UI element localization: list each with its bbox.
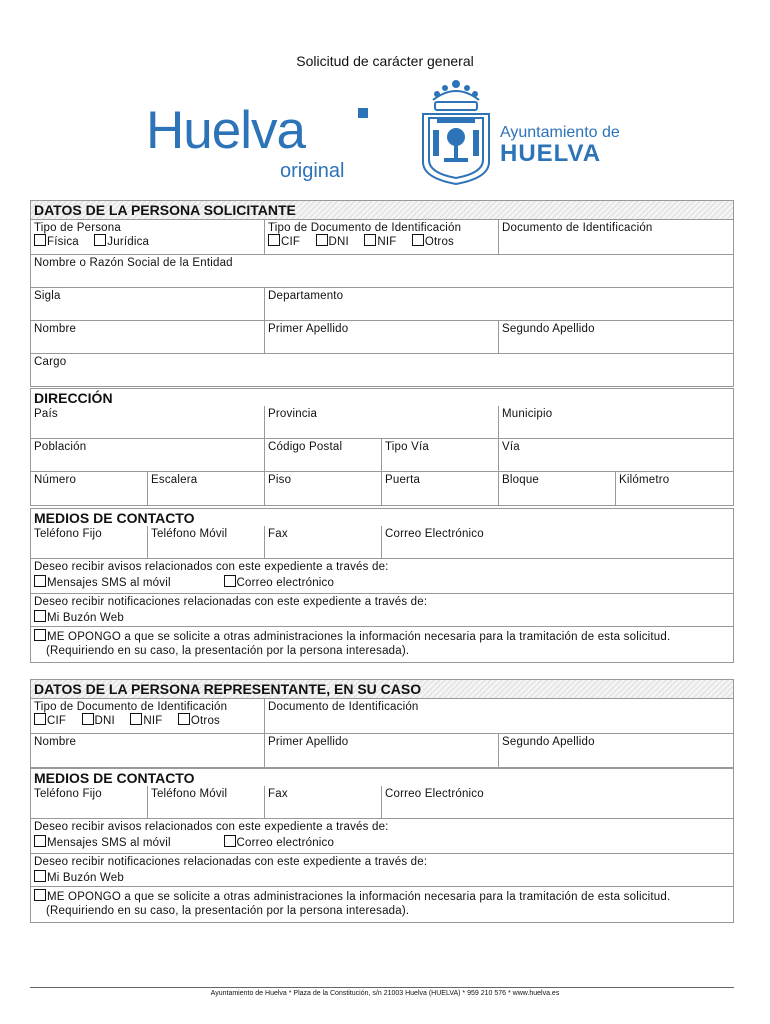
cif-label: CIF <box>47 715 67 727</box>
sigla-field[interactable] <box>31 288 265 320</box>
buzon-label: Mi Buzón Web <box>47 612 124 624</box>
correo-field[interactable] <box>382 786 733 818</box>
departamento-label: Departamento <box>268 290 344 302</box>
tipo-doc-label: Tipo de Documento de Identificación <box>34 701 228 713</box>
tel-movil-field[interactable] <box>148 786 265 818</box>
bloque-label: Bloque <box>502 474 540 486</box>
opongo-checkbox[interactable] <box>34 629 46 641</box>
departamento-field[interactable] <box>265 288 733 320</box>
tel-fijo-label: Teléfono Fijo <box>34 528 102 540</box>
poblacion-field[interactable] <box>31 439 265 471</box>
numero-label: Número <box>34 474 77 486</box>
section-solicitante <box>30 200 734 387</box>
segundo-apellido-label: Segundo Apellido <box>502 736 595 748</box>
segundo-apellido-label: Segundo Apellido <box>502 323 595 335</box>
puerta-label: Puerta <box>385 474 421 486</box>
tel-movil-label: Teléfono Móvil <box>151 528 228 540</box>
municipio-field[interactable] <box>499 406 733 438</box>
fisica-checkbox[interactable] <box>34 234 46 246</box>
otros-checkbox[interactable] <box>178 713 190 725</box>
nombre-field[interactable] <box>31 321 265 353</box>
opongo-text: ME OPONGO a que se solicite a otras administraciones la información necesaria para la tramitación de esta solicitud. <box>47 891 671 903</box>
buzon-checkbox[interactable] <box>34 610 46 622</box>
section-heading: DATOS DE LA PERSONA REPRESENTANTE, EN SU CASO <box>31 680 733 699</box>
section-representante <box>30 679 734 768</box>
piso-field[interactable] <box>265 472 382 505</box>
fax-field[interactable] <box>265 526 382 558</box>
tipo-doc-label: Tipo de Documento de Identificación <box>268 222 462 234</box>
nif-label: NIF <box>377 236 397 248</box>
via-field[interactable] <box>499 439 733 471</box>
provincia-label: Provincia <box>268 408 318 420</box>
fax-label: Fax <box>268 788 288 800</box>
cp-label: Código Postal <box>268 441 343 453</box>
numero-field[interactable] <box>31 472 148 505</box>
contacto-heading: MEDIOS DE CONTACTO <box>34 770 195 786</box>
page-title: Solicitud de carácter general <box>296 53 474 69</box>
sms-checkbox[interactable] <box>34 575 46 587</box>
email-label: Correo electrónico <box>236 577 335 589</box>
cif-label: CIF <box>281 236 301 248</box>
opongo-checkbox[interactable] <box>34 889 46 901</box>
juridica-label: Jurídica <box>107 236 150 248</box>
via-label: Vía <box>502 441 520 453</box>
pais-field[interactable] <box>31 406 265 438</box>
ayto-line1: Ayuntamiento de <box>500 124 620 141</box>
cargo-field[interactable] <box>31 354 733 386</box>
footer-divider <box>30 987 734 988</box>
logo-sub-text: original <box>280 160 345 182</box>
doc-id-label: Documento de Identificación <box>502 222 653 234</box>
fax-label: Fax <box>268 528 288 540</box>
email-checkbox[interactable] <box>224 575 236 587</box>
avisos-text: Deseo recibir avisos relacionados con este expediente a través de: <box>34 821 389 833</box>
correo-label: Correo Electrónico <box>385 788 484 800</box>
correo-label: Correo Electrónico <box>385 528 484 540</box>
email-checkbox[interactable] <box>224 835 236 847</box>
doc-id-field[interactable] <box>265 699 733 733</box>
sigla-label: Sigla <box>34 290 61 302</box>
piso-label: Piso <box>268 474 292 486</box>
section-heading: DATOS DE LA PERSONA SOLICITANTE <box>31 201 733 220</box>
fax-field[interactable] <box>265 786 382 818</box>
tel-movil-label: Teléfono Móvil <box>151 788 228 800</box>
primer-apellido-field[interactable] <box>265 734 499 767</box>
buzon-checkbox[interactable] <box>34 870 46 882</box>
km-label: Kilómetro <box>619 474 670 486</box>
ayto-line2: HUELVA <box>500 140 602 167</box>
buzon-label: Mi Buzón Web <box>47 872 124 884</box>
municipio-label: Municipio <box>502 408 553 420</box>
coat-of-arms-icon <box>417 74 495 186</box>
footer-text: Ayuntamiento de Huelva * Plaza de la Constitución, s/n 21003 Huelva (HUELVA) * 959 210 576 * www.huelva.es <box>210 990 560 997</box>
notif-text: Deseo recibir notificaciones relacionadas con este expediente a través de: <box>34 596 428 608</box>
dni-checkbox[interactable] <box>316 234 328 246</box>
tipo-doc-cell <box>31 699 265 733</box>
escalera-field[interactable] <box>148 472 265 505</box>
primer-apellido-label: Primer Apellido <box>268 323 349 335</box>
tel-movil-field[interactable] <box>148 526 265 558</box>
opongo-note: (Requiriendo en su caso, la presentación por la persona interesada). <box>46 905 410 917</box>
tipo-persona-label: Tipo de Persona <box>34 222 121 234</box>
nif-checkbox[interactable] <box>364 234 376 246</box>
poblacion-label: Población <box>34 441 87 453</box>
section-direccion <box>30 388 734 506</box>
doc-id-label: Documento de Identificación <box>268 701 419 713</box>
direccion-heading: DIRECCIÓN <box>34 390 113 406</box>
cargo-label: Cargo <box>34 356 67 368</box>
notif-text: Deseo recibir notificaciones relacionadas con este expediente a través de: <box>34 856 428 868</box>
razon-social-label: Nombre o Razón Social de la Entidad <box>34 257 233 269</box>
logo-square-icon <box>358 108 368 118</box>
cif-checkbox[interactable] <box>34 713 46 725</box>
nombre-field[interactable] <box>31 734 265 767</box>
nif-checkbox[interactable] <box>130 713 142 725</box>
cp-field[interactable] <box>265 439 382 471</box>
puerta-field[interactable] <box>382 472 499 505</box>
otros-checkbox[interactable] <box>412 234 424 246</box>
section-contacto-1 <box>30 508 734 663</box>
section-contacto-2 <box>30 768 734 923</box>
segundo-apellido-field[interactable] <box>499 321 733 353</box>
pais-label: País <box>34 408 58 420</box>
dni-checkbox[interactable] <box>82 713 94 725</box>
otros-label: Otros <box>424 236 454 248</box>
dni-label: DNI <box>328 236 349 248</box>
avisos-text: Deseo recibir avisos relacionados con este expediente a través de: <box>34 561 389 573</box>
correo-field[interactable] <box>382 526 733 558</box>
tipo-doc-cell <box>265 220 499 254</box>
ayuntamiento-logo <box>500 124 620 168</box>
opongo-text: ME OPONGO a que se solicite a otras administraciones la información necesaria para la tramitación de esta solicitud. <box>47 631 671 643</box>
tel-fijo-label: Teléfono Fijo <box>34 788 102 800</box>
nombre-label: Nombre <box>34 323 77 335</box>
nif-label: NIF <box>143 715 163 727</box>
bloque-field[interactable] <box>499 472 616 505</box>
huelva-original-logo <box>146 101 376 184</box>
primer-apellido-label: Primer Apellido <box>268 736 349 748</box>
opongo-note: (Requiriendo en su caso, la presentación por la persona interesada). <box>46 645 410 657</box>
tipo-via-field[interactable] <box>382 439 499 471</box>
juridica-checkbox[interactable] <box>94 234 106 246</box>
razon-social-field[interactable] <box>31 255 733 287</box>
tipo-via-label: Tipo Vía <box>385 441 430 453</box>
segundo-apellido-field[interactable] <box>499 734 733 767</box>
doc-id-field[interactable] <box>499 220 733 254</box>
logo-main-text: Huelva <box>146 101 305 160</box>
nombre-label: Nombre <box>34 736 77 748</box>
sms-checkbox[interactable] <box>34 835 46 847</box>
dni-label: DNI <box>94 715 115 727</box>
contacto-heading: MEDIOS DE CONTACTO <box>34 510 195 526</box>
primer-apellido-field[interactable] <box>265 321 499 353</box>
tipo-persona-cell <box>31 220 265 254</box>
provincia-field[interactable] <box>265 406 499 438</box>
sms-label: Mensajes SMS al móvil <box>47 837 171 849</box>
sms-label: Mensajes SMS al móvil <box>47 577 171 589</box>
cif-checkbox[interactable] <box>268 234 280 246</box>
escalera-label: Escalera <box>151 474 198 486</box>
km-field[interactable] <box>616 472 733 505</box>
fisica-label: Física <box>47 236 79 248</box>
tel-fijo-field[interactable] <box>31 526 148 558</box>
otros-label: Otros <box>190 715 220 727</box>
email-label: Correo electrónico <box>236 837 335 849</box>
tel-fijo-field[interactable] <box>31 786 148 818</box>
